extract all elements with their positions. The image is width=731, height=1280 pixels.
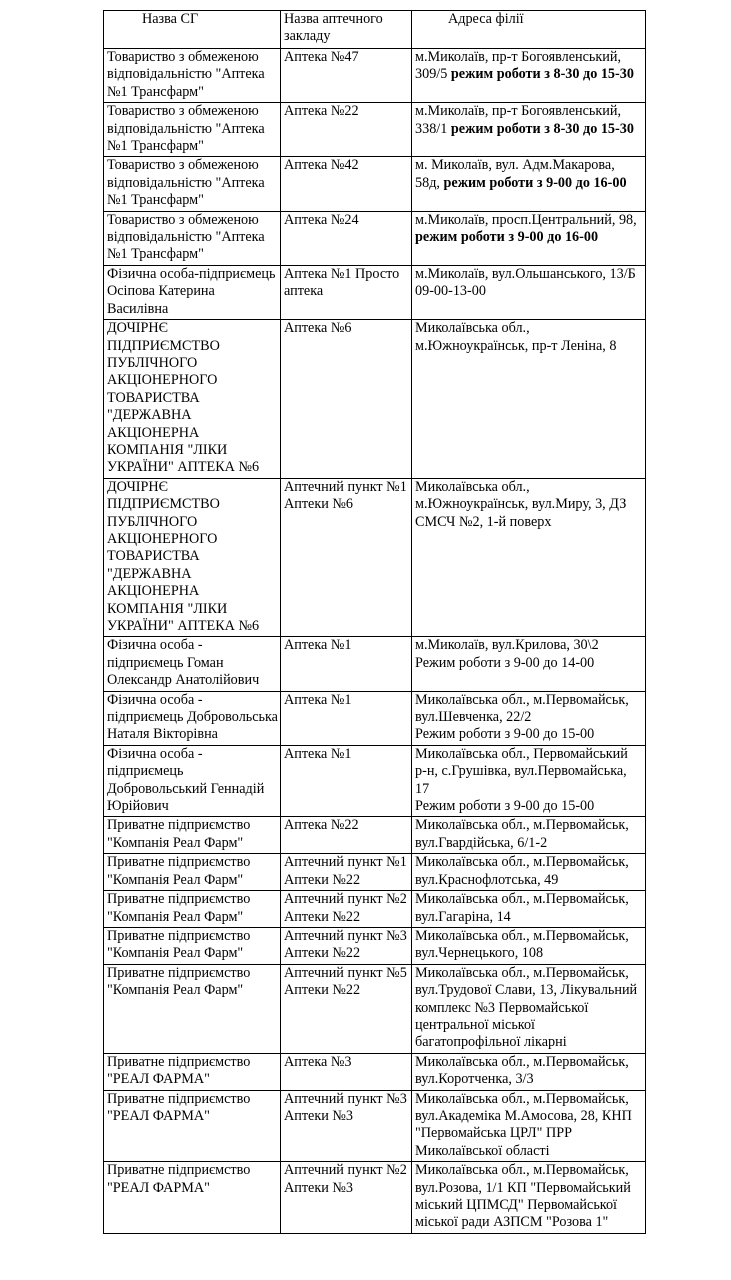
address-text: Миколаївська обл., м.Первомайськ, вул.Коротченка, 3/3 [415,1053,629,1088]
table-row [104,817,646,854]
entity-cell: ДОЧІРНЄ ПІДПРИЄМСТВО ПУБЛІЧНОГО АКЦІОНЕРНОГО ТОВАРИСТВА "ДЕРЖАВНА АКЦІОНЕРНА КОМПАНІЯ "ЛІКИ УКРАЇНИ" АПТЕКА №6 [104,478,281,637]
pharmacy-cell: Аптечний пункт №1 Аптеки №22 [281,854,412,891]
entity-cell: Товариство з обмеженою відповідальністю "Аптека №1 Трансфарм" [104,157,281,211]
address-cell [412,103,646,157]
header-entity: Назва СГ [104,11,281,49]
pharmacy-cell: Аптека №1 [281,745,412,817]
address-cell [412,1162,646,1234]
table-row [104,265,646,319]
entity-cell: Приватне підприємство "Компанія Реал Фарм" [104,964,281,1053]
table-row [104,478,646,637]
address-cell [412,49,646,103]
address-text: м.Миколаїв, пр-т Богоявленський, 338/1 [415,103,622,137]
entity-cell: Фізична особа-підприємець Осіпова Катерина Василівна [104,265,281,319]
pharmacy-cell: Аптека №1 [281,691,412,745]
entity-cell: Приватне підприємство "Компанія Реал Фарм" [104,854,281,891]
address-text: м.Миколаїв, просп.Центральний, 98, [415,211,637,228]
address-cell [412,1053,646,1090]
entity-cell: Фізична особа - підприємець Добровольський Геннадій Юрійович [104,745,281,817]
working-hours: режим роботи з 9-00 до 16-00 [443,174,627,191]
table-row [104,745,646,817]
address-text: м.Миколаїв, вул.Крилова, 30\2 [415,637,599,654]
entity-cell: Товариство з обмеженою відповідальністю "Аптека №1 Трансфарм" [104,103,281,157]
table-row [104,891,646,928]
table-row [104,854,646,891]
pharmacy-cell: Аптека №24 [281,211,412,265]
working-hours: режим роботи з 9-00 до 16-00 [415,229,599,246]
address-text: Миколаївська обл., м.Первомайськ, вул.Розова, 1/1 КП "Первомайський міський ЦПМСД" Первомайської міської ради АЗПСМ "Розова 1" [415,1162,631,1231]
pharmacy-cell: Аптечний пункт №2 Аптеки №22 [281,891,412,928]
pharmacy-cell: Аптечний пункт №3 Аптеки №22 [281,927,412,964]
address-text: Миколаївська обл., м.Первомайськ, вул.Шевченка, 22/2 [415,691,629,726]
address-cell [412,157,646,211]
address-text: Миколаївська обл., м.Первомайськ, вул.Гагаріна, 14 [415,891,629,925]
address-cell [412,891,646,928]
table-row [104,691,646,745]
address-cell [412,745,646,817]
address-text: Миколаївська обл., м.Первомайськ, вул.Академіка М.Амосова, 28, КНП "Первомайська ЦРЛ" ПРР Миколаївської області [415,1090,632,1159]
address-cell [412,927,646,964]
address-text: Миколаївська обл., м.Южноукраїнськ, вул.Миру, 3, ДЗ СМСЧ №2, 1-й поверх [415,478,627,530]
pharmacy-cell: Аптека №1 Просто аптека [281,265,412,319]
address-text: Миколаївська обл., м.Первомайськ, вул.Гвардійська, 6/1-2 [415,817,629,851]
entity-cell: Приватне підприємство "РЕАЛ ФАРМА" [104,1162,281,1234]
address-cell [412,691,646,745]
header-pharmacy: Назва аптечного закладу [281,11,412,49]
working-hours: режим роботи з 8-30 до 15-30 [450,66,634,83]
address-text: м.Миколаїв, вул.Ольшанського, 13/Б [415,265,636,282]
address-text: м.Миколаїв, пр-т Богоявленський, 309/5 [415,49,622,83]
entity-cell: Приватне підприємство "Компанія Реал Фарм" [104,891,281,928]
pharmacy-cell: Аптека №42 [281,157,412,211]
entity-cell: Товариство з обмеженою відповідальністю "Аптека №1 Трансфарм" [104,49,281,103]
table-row [104,964,646,1053]
address-cell [412,265,646,319]
table-row [104,1053,646,1090]
pharmacy-cell: Аптека №3 [281,1053,412,1090]
address-cell [412,320,646,479]
pharmacy-cell: Аптека №1 [281,637,412,691]
address-cell [412,817,646,854]
pharmacy-table [103,10,646,1234]
table-row [104,320,646,479]
working-hours: Режим роботи з 9-00 до 15-00 [415,726,595,743]
table-row [104,1090,646,1162]
address-text: Миколаївська обл., м.Первомайськ, вул.Чернецького, 108 [415,927,629,962]
address-text: Миколаївська обл., м.Первомайськ, вул.Трудової Слави, 13, Лікувальний комплекс №3 Первомайської центральної міської багатопрофільної лікарні [415,964,638,1051]
address-text: Миколаївська обл., м.Южноукраїнськ, пр-т Леніна, 8 [415,320,617,354]
table-row [104,637,646,691]
table-row [104,927,646,964]
header-row [104,11,646,49]
working-hours: 09-00-13-00 [415,283,486,300]
pharmacy-cell: Аптечний пункт №5 Аптеки №22 [281,964,412,1053]
working-hours: режим роботи з 8-30 до 15-30 [450,120,634,137]
pharmacy-cell: Аптека №22 [281,817,412,854]
address-cell [412,478,646,637]
table-row [104,157,646,211]
pharmacy-cell: Аптека №22 [281,103,412,157]
entity-cell: Приватне підприємство "Компанія Реал Фарм" [104,927,281,964]
address-text: Миколаївська обл., Первомайський р-н, с.Грушівка, вул.Первомайська, 17 [415,745,628,797]
address-text: м. Миколаїв, вул. Адм.Макарова, 58д, [415,157,615,191]
table-row [104,49,646,103]
working-hours: Режим роботи з 9-00 до 15-00 [415,798,595,815]
pharmacy-cell: Аптечний пункт №2 Аптеки №3 [281,1162,412,1234]
working-hours: Режим роботи з 9-00 до 14-00 [415,654,595,671]
address-cell [412,854,646,891]
table-row [104,211,646,265]
header-address: Адреса філії [412,11,646,49]
entity-cell: Приватне підприємство "РЕАЛ ФАРМА" [104,1090,281,1162]
table-row [104,103,646,157]
address-cell [412,1090,646,1162]
entity-cell: Фізична особа - підприємець Гоман Олександр Анатолійович [104,637,281,691]
pharmacy-cell: Аптека №6 [281,320,412,479]
address-text: Миколаївська обл., м.Первомайськ, вул.Краснофлотська, 49 [415,854,629,888]
entity-cell: Приватне підприємство "Компанія Реал Фарм" [104,817,281,854]
entity-cell: Товариство з обмеженою відповідальністю "Аптека №1 Трансфарм" [104,211,281,265]
pharmacy-cell: Аптечний пункт №1 Аптеки №6 [281,478,412,637]
entity-cell: ДОЧІРНЄ ПІДПРИЄМСТВО ПУБЛІЧНОГО АКЦІОНЕРНОГО ТОВАРИСТВА "ДЕРЖАВНА АКЦІОНЕРНА КОМПАНІЯ "ЛІКИ УКРАЇНИ" АПТЕКА №6 [104,320,281,479]
address-cell [412,964,646,1053]
address-cell [412,637,646,691]
pharmacy-cell: Аптечний пункт №3 Аптеки №3 [281,1090,412,1162]
entity-cell: Фізична особа - підприємець Добровольська Наталя Вікторівна [104,691,281,745]
pharmacy-cell: Аптека №47 [281,49,412,103]
address-cell [412,211,646,265]
table-row [104,1162,646,1234]
entity-cell: Приватне підприємство "РЕАЛ ФАРМА" [104,1053,281,1090]
